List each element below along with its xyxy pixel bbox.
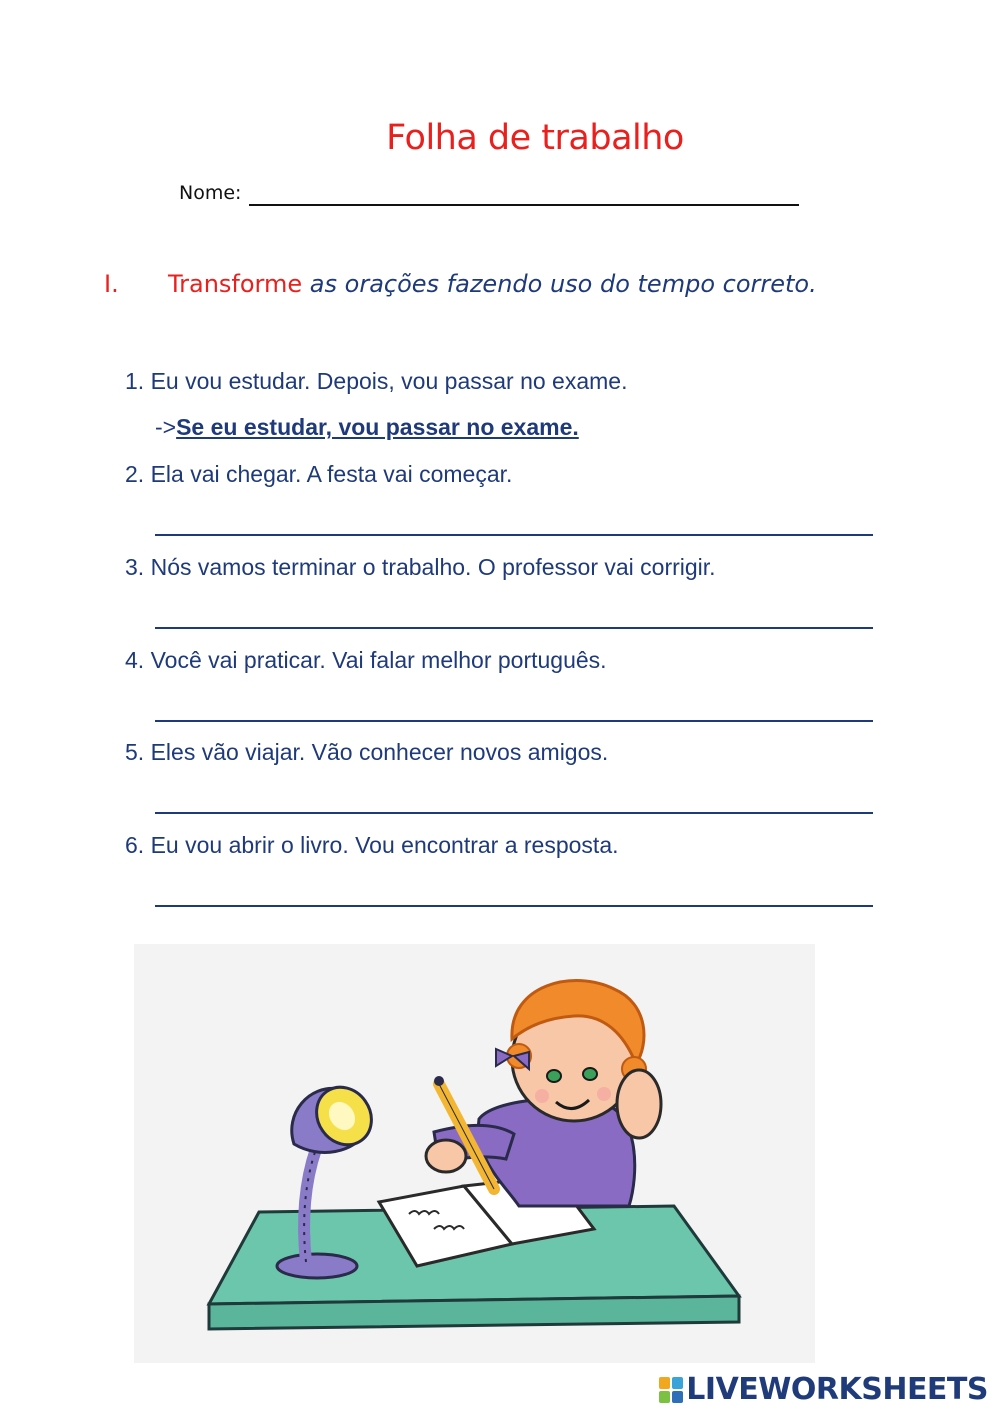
section-number: I. — [104, 270, 119, 298]
girl-studying-illustration — [134, 944, 815, 1363]
item-number: 5. — [125, 739, 145, 765]
section-heading-red: Transforme — [168, 270, 303, 298]
item-text: Nós vamos terminar o trabalho. O professor vai corrigir. — [150, 554, 716, 580]
exercise-item-5 — [125, 739, 608, 766]
item-number: 1. — [125, 368, 145, 394]
item-text: Ela vai chegar. A festa vai começar. — [150, 461, 513, 487]
section-heading-blue: as orações fazendo uso do tempo correto. — [309, 270, 817, 298]
liveworksheets-logo — [659, 1372, 988, 1407]
item-number: 6. — [125, 832, 145, 858]
exercise-item-4 — [125, 647, 607, 674]
item-text: Eu vou estudar. Depois, vou passar no exame. — [150, 368, 628, 394]
example-answer-text: Se eu estudar, vou passar no exame. — [176, 414, 579, 440]
answer-line-3[interactable] — [155, 627, 873, 629]
item-text: Eu vou abrir o livro. Vou encontrar a resposta. — [150, 832, 619, 858]
exercise-item-3 — [125, 554, 716, 581]
name-label: Nome: — [179, 182, 242, 204]
example-answer — [155, 414, 579, 441]
item-number: 3. — [125, 554, 145, 580]
exercise-item-6 — [125, 832, 619, 859]
logo-mark-icon — [659, 1377, 683, 1403]
worksheet-title: Folha de trabalho — [386, 118, 684, 158]
item-number: 4. — [125, 647, 145, 673]
item-number: 2. — [125, 461, 145, 487]
answer-line-6[interactable] — [155, 905, 873, 907]
answer-line-5[interactable] — [155, 812, 873, 814]
example-prefix: -> — [155, 414, 177, 440]
item-text: Você vai praticar. Vai falar melhor português. — [150, 647, 607, 673]
logo-text: LIVEWORKSHEETS — [686, 1372, 988, 1407]
answer-line-2[interactable] — [155, 534, 873, 536]
name-input-line[interactable] — [249, 204, 799, 206]
exercise-item-1 — [125, 368, 627, 395]
exercise-item-2 — [125, 461, 512, 488]
answer-line-4[interactable] — [155, 720, 873, 722]
item-text: Eles vão viajar. Vão conhecer novos amigos. — [150, 739, 609, 765]
